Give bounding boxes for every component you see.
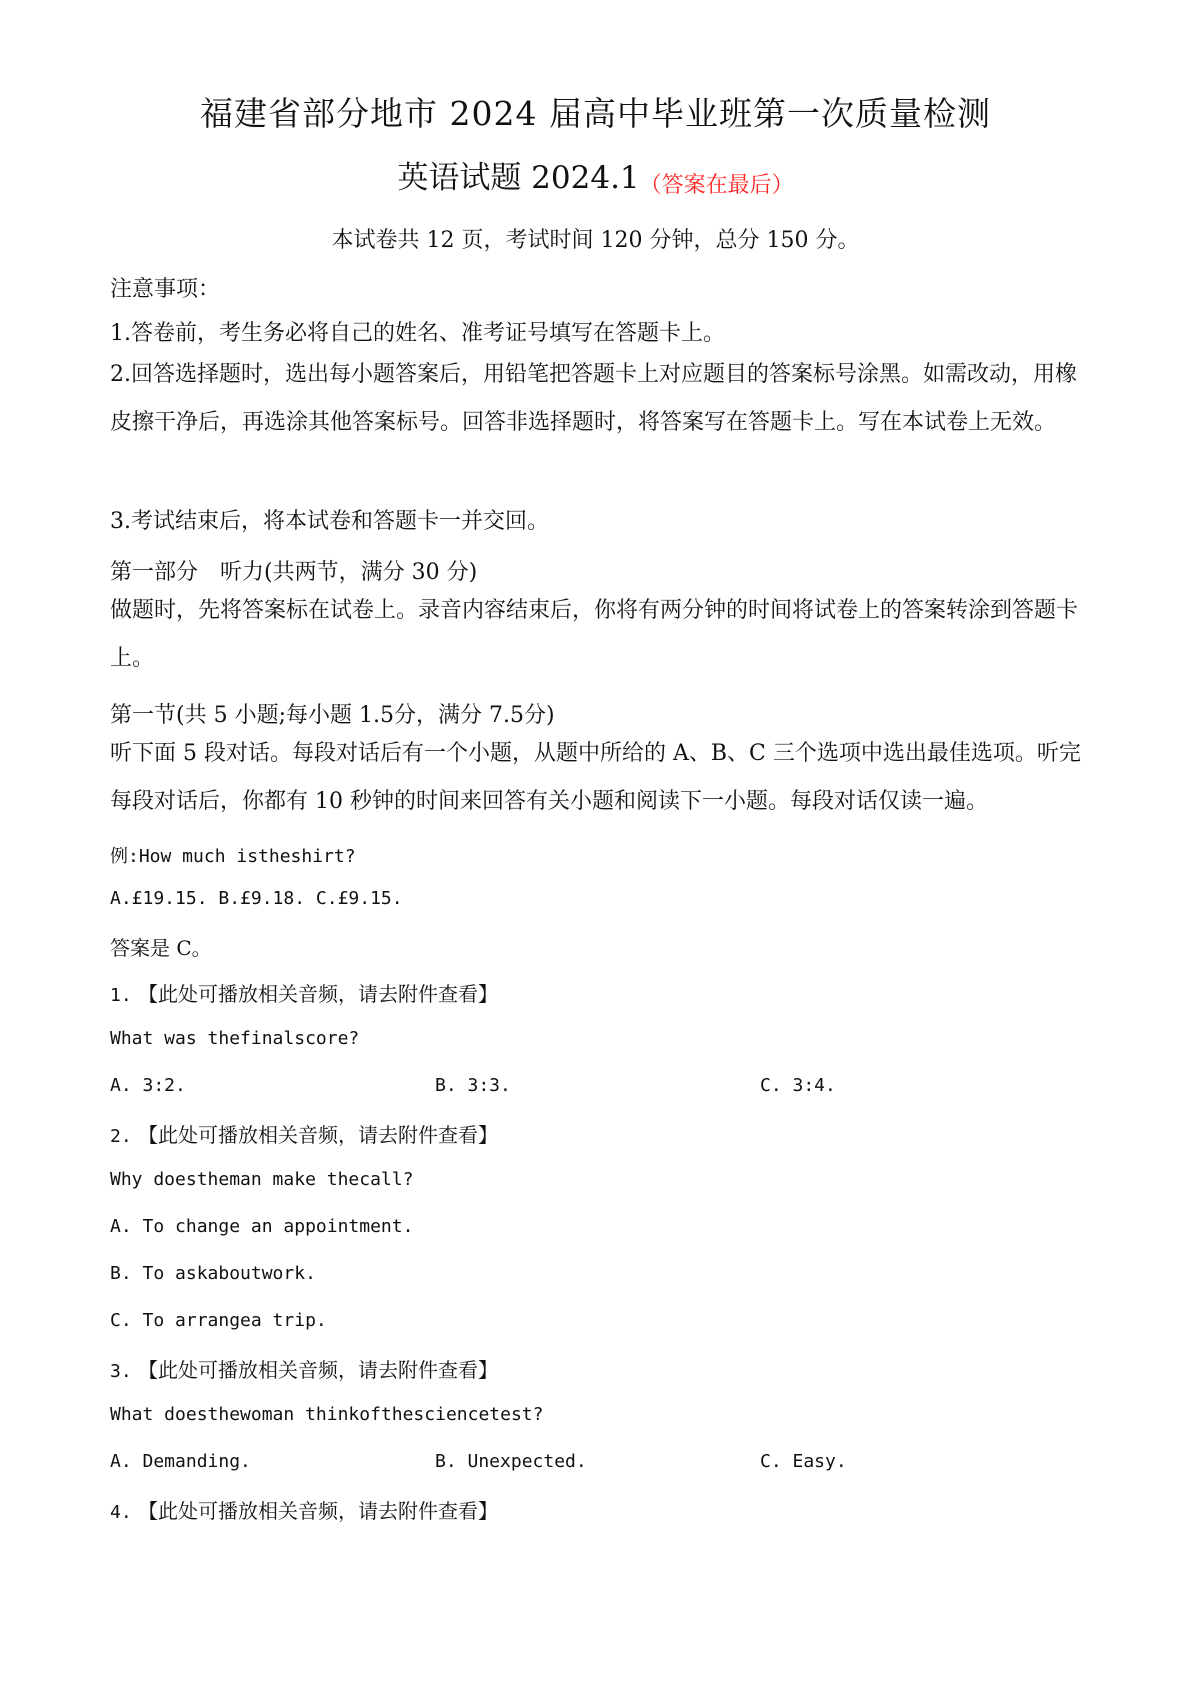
notice-item-3: 3.考试结束后，将本试卷和答题卡一并交回。 [110,509,549,534]
question-2-header [110,1119,498,1148]
question-number: 4. [110,1502,132,1523]
question-number: 2. [110,1126,132,1147]
example-question: 例:How much istheshirt? [110,846,356,867]
exam-subtitle [0,158,1191,206]
question-1-option-b: B. 3:3. [435,1075,511,1096]
question-3-text: What doesthewoman thinkofthesciencetest? [110,1404,544,1425]
question-3-option-b: B. Unexpected. [435,1451,587,1472]
question-number: 1. [110,985,132,1006]
notice-item-2: 2.回答选择题时，选出每小题答案后，用铅笔把答题卡上对应题目的答案标号涂黑。如需改动，用橡皮擦干净后，再选涂其他答案标号。回答非选择题时，将答案写在答题卡上。写在本试卷上无效。 [110,362,1077,435]
question-2-option-c: C. To arrangea trip. [110,1310,327,1331]
notice-heading: 注意事项： [110,277,221,302]
question-2-option-a: A. To change an appointment. [110,1216,414,1237]
question-1-header [110,978,498,1007]
question-2-text: Why doestheman make thecall? [110,1169,414,1190]
exam-info: 本试卷共 12 页，考试时间 120 分钟，总分 150 分。 [331,228,860,253]
question-1-option-c: C. 3:4. [760,1075,836,1096]
audio-placeholder: 【此处可播放相关音频，请去附件查看】 [138,1123,499,1147]
audio-placeholder: 【此处可播放相关音频，请去附件查看】 [138,1499,499,1523]
question-4-header [110,1495,498,1524]
example-answer: 答案是 C。 [110,936,212,960]
question-number: 3. [110,1361,132,1382]
part1-heading: 第一部分 听力(共两节，满分 30 分) [110,560,478,585]
question-3-option-c: C. Easy. [760,1451,847,1472]
question-1-text: What was thefinalscore? [110,1028,360,1049]
example-options: A.£19.15. B.£9.18. C.£9.15. [110,888,403,909]
answer-location-note: （答案在最后） [639,173,794,198]
audio-placeholder: 【此处可播放相关音频，请去附件查看】 [138,982,499,1006]
section1-instruction: 听下面 5 段对话。每段对话后有一个小题，从题中所给的 A、B、C 三个选项中选出最佳选项。听完每段对话后，你都有 10 秒钟的时间来回答有关小题和阅读下一小题。每段对话仅读一遍。 [110,741,1081,814]
notice-item-1: 1.答卷前，考生务必将自己的姓名、准考证号填写在答题卡上。 [110,321,725,346]
audio-placeholder: 【此处可播放相关音频，请去附件查看】 [138,1358,499,1382]
subject-and-date: 英语试题 2024.1 [397,160,640,196]
part1-instruction: 做题时，先将答案标在试卷上。录音内容结束后，你将有两分钟的时间将试卷上的答案转涂到答题卡上。 [110,598,1079,671]
question-3-header [110,1354,498,1383]
question-1-option-a: A. 3:2. [110,1075,186,1096]
question-3-option-a: A. Demanding. [110,1451,251,1472]
question-2-option-b: B. To askaboutwork. [110,1263,316,1284]
section1-heading: 第一节(共 5 小题;每小题 1.5分，满分 7.5分) [110,703,555,728]
exam-title: 福建省部分地市 2024 届高中毕业班第一次质量检测 [200,94,991,133]
